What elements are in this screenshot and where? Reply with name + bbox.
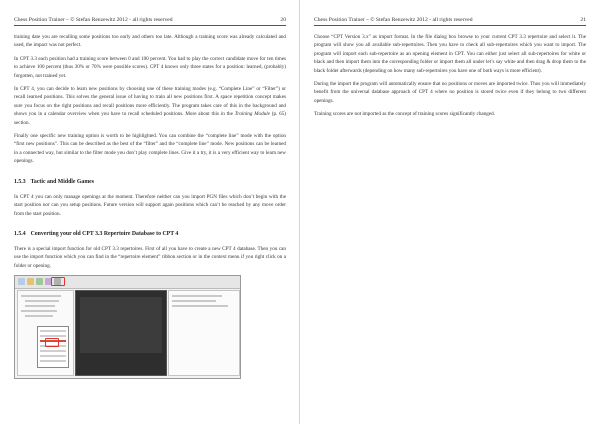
section-title: Converting your old CPT 3.3 Repertoire Database to CPT 4 (30, 230, 179, 237)
header-title: Chess Position Trainer – © Stefan Renzewitz 2012 - all rights reserved (14, 17, 173, 23)
menu-row (40, 360, 66, 362)
paragraph: There is a special import function for old CPT 3.3 repertoires. First of all you have to create a new CPT 4 database. Then you can use the import function which you can find in the “repertoire element” ribbon section or in the context menu if you right click on a folder or opening. (14, 245, 286, 269)
figure-toolbar (15, 276, 240, 289)
toolbar-icon (18, 278, 25, 285)
toolbar-icon (36, 278, 43, 285)
panel-row (172, 300, 216, 302)
section-number: 1.5.4 (14, 230, 26, 237)
figure-board-area (75, 290, 167, 376)
highlight-marker (45, 338, 59, 347)
panel-row (172, 305, 228, 307)
screenshot-image (14, 275, 241, 379)
tree-row (25, 315, 53, 317)
figure-side-panel (168, 290, 240, 376)
paragraph (14, 85, 286, 127)
running-header (314, 17, 586, 26)
section-heading (14, 231, 286, 237)
section-heading (14, 179, 286, 185)
menu-row (40, 350, 66, 352)
paragraph-text: In CPT 4, you can decide to learn new positions by choosing one of these training modes (e.g. “Complete Line” or “Filter”) or recall learned positions. This solves the general issue of having to train all new positions first. A space repetition concept makes sure you focus on the right positions and recall positions more efficiently. The program takes care of this in the background and shows you in a calendar overview when you have to recall scheduled positions. More about this in the (14, 86, 286, 118)
running-header (14, 17, 286, 26)
page-number: 20 (280, 17, 286, 23)
menu-row (40, 330, 66, 332)
panel-row (172, 295, 222, 297)
paragraph: In CPT 3.3 each position had a training score between 0 and 100 percent. You had to play the correct candidate move for ten times to achieve 100 percent (thus 30% or 70% were possible scores). CPT 4 knows only three states for a position: learned, (probably) forgotten, not trained yet. (14, 55, 286, 79)
section-reference: Training Module (234, 111, 270, 118)
menu-row (40, 335, 66, 337)
toolbar-icon (27, 278, 34, 285)
menu-row (40, 355, 66, 357)
paragraph: training date you are recalling some positions too early and others too late. Although a training score was already calculated and used, the impact was not perfect. (14, 34, 286, 49)
paragraph: Choose “CPT Version 3.x” as import format. In the file dialog box browse to your current CPT 3.3 repertoire and select it. The program will show you all available sub-repertoires. Then you have to check all sub-repertoires which you want to import. The program will import each sub-repertoire as an opening element in CPT. You can either just select all sub-repertoires for white or black and then import them into the corresponding folder or import them all under let’s say white and then drag & drop them to the black folder afterwards (depending on how many sub-repertoires you have one of both ways is more efficient). (314, 34, 586, 74)
tree-row (25, 300, 59, 302)
tree-row (21, 310, 57, 312)
header-title: Chess Position Trainer – © Stefan Renzewitz 2012 - all rights reserved (314, 17, 473, 23)
paragraph-text: (p. 65) section. (14, 111, 287, 126)
section-number: 1.5.3 (14, 178, 26, 185)
page-number: 21 (580, 17, 586, 23)
paragraph: During the import the program will automatically ensure that no positions or moves are imported twice. Thus you will immediately benefit from the universal database approach of CPT 4 where no position is stored twice even if they belong to two different openings. (314, 81, 586, 104)
tree-row (21, 295, 61, 297)
board-surface (80, 297, 162, 353)
paragraph: Finally one specific new training option is worth to be highlighted. You can combine the “complete line” mode with the option “first new positions”. This can be described as the best of the “filter” and the “complete line” mode. New positions can be learned in a connected way, but similar to the filter mode you don’t play complete lines. Give it a try, it is a very efficient way to learn new openings. (14, 133, 286, 165)
context-menu (37, 326, 69, 368)
tree-row (25, 305, 55, 307)
paragraph: In CPT 4 you can only manage openings at the moment. Therefore neither can you import PGN files which don’t begin with the start position nor can you setup positions. Future version will support again positions which can’t be reached by any move order from the start position. (14, 193, 286, 217)
paragraph: Training scores are not imported as the concept of training scores significantly changed. (314, 111, 495, 118)
highlight-marker (51, 277, 65, 286)
section-title: Tactic and Middle Games (30, 178, 94, 185)
right-page (300, 0, 600, 424)
